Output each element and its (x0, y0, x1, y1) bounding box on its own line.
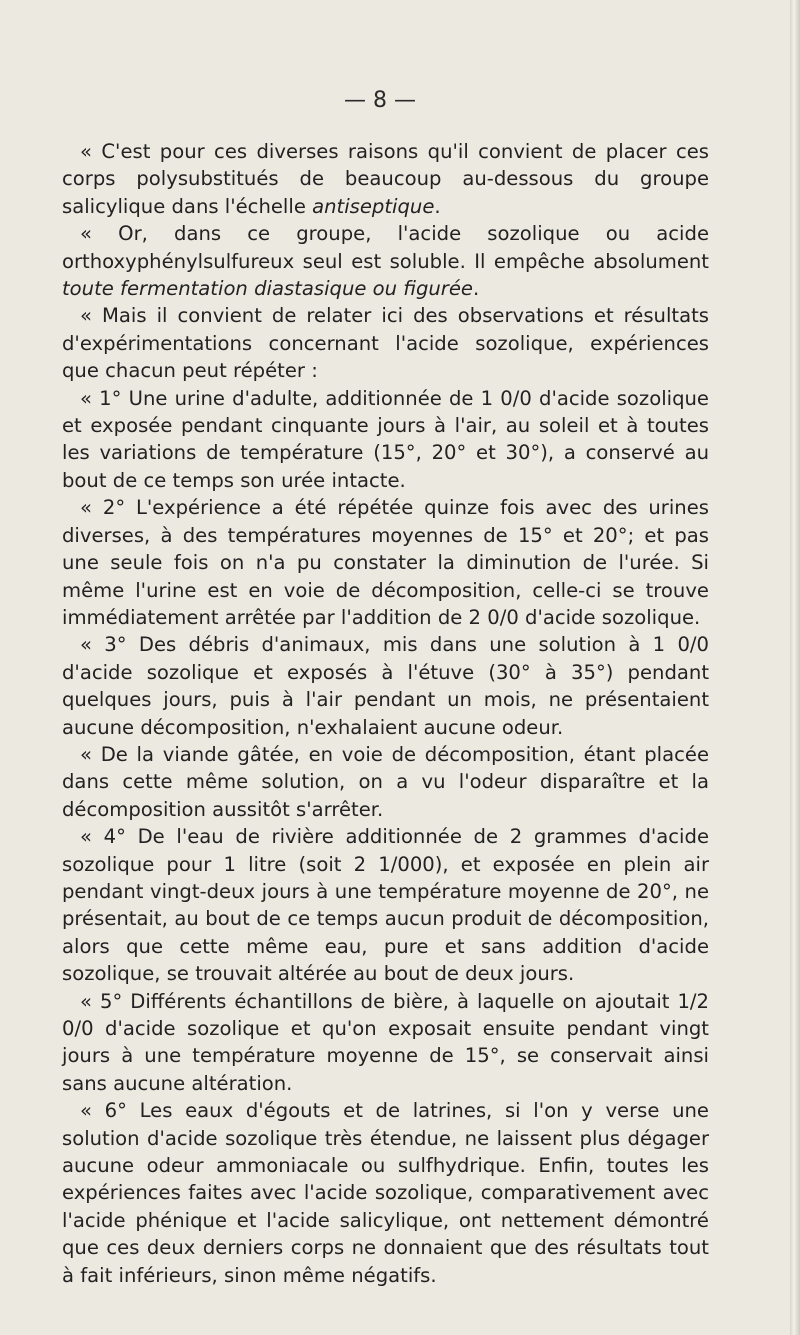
page-number: — 8 — (344, 88, 416, 113)
paragraph-1: « C'est pour ces diverses raisons qu'il convient de placer ces corps polysubstitués de beaucoup au-dessous du groupe salicylique dans l'échelle antiseptique. (62, 140, 709, 218)
paragraph-8: « 4° De l'eau de rivière additionnée de 2 grammes d'acide sozolique pour 1 litre (soit 2 1/000), et exposée en plein air pendant vingt-deux jours à une température moyenne de 20°, ne présentait, au bout de ce temps aucun produit de décomposition, alors que cette même eau, pure et sans addition d'acide sozolique, se trouvait altérée au bout de deux jours. (62, 825, 709, 986)
paragraph-2: « Or, dans ce groupe, l'acide sozolique ou acide orthoxyphénylsulfureux seul est soluble. Il empêche absolument toute fermentation diastasique ou figurée. (62, 222, 709, 301)
page-edge (790, 0, 800, 1335)
paragraph-3: « Mais il convient de relater ici des observations et résultats d'expérimentations concernant l'acide sozolique, expériences que chacun peut répéter : (62, 304, 709, 383)
paragraph-10: « 6° Les eaux d'égouts et de latrines, si l'on y verse une solution d'acide sozolique très étendue, ne laissent plus dégager aucune odeur ammoniacale ou sulfhydrique. Enfin, toutes les expériences faites avec l'acide sozolique, comparativement avec l'acide phénique et l'acide salicylique, ont nettement démontré que ces deux derniers corps ne donnaient que des résultats tout à fait inférieurs, sinon même négatifs. (62, 1099, 709, 1287)
paragraph-4: « 1° Une urine d'adulte, additionnée de 1 0/0 d'acide sozolique et exposée pendant cinquante jours à l'air, au soleil et à toutes les variations de température (15°, 20° et 30°), a conservé au bout de ce temps son urée intacte. (62, 386, 709, 492)
paragraph-6: « 3° Des débris d'animaux, mis dans une solution à 1 0/0 d'acide sozolique et exposés à l'étuve (30° à 35°) pendant quelques jours, puis à l'air pendant un mois, ne présentaient aucune décomposition, n'exhalaient aucune odeur. (62, 633, 709, 739)
body-text (62, 138, 709, 1289)
paragraph-5: « 2° L'expérience a été répétée quinze fois avec des urines diverses, à des températures moyennes de 15° et 20°; et pas une seule fois on n'a pu constater la diminution de l'urée. Si même l'urine est en voie de décomposition, celle-ci se trouve immédiatement arrêtée par l'addition de 2 0/0 d'acide sozolique. (62, 496, 709, 629)
paragraph-9: « 5° Différents échantillons de bière, à laquelle on ajoutait 1/2 0/0 d'acide sozolique et qu'on exposait ensuite pendant vingt jours à une température moyenne de 15°, se conservait ainsi sans aucune altération. (62, 989, 709, 1095)
paragraph-7: « De la viande gâtée, en voie de décomposition, étant placée dans cette même solution, on a vu l'odeur disparaître et la décomposition aussitôt s'arrêter. (62, 742, 709, 821)
